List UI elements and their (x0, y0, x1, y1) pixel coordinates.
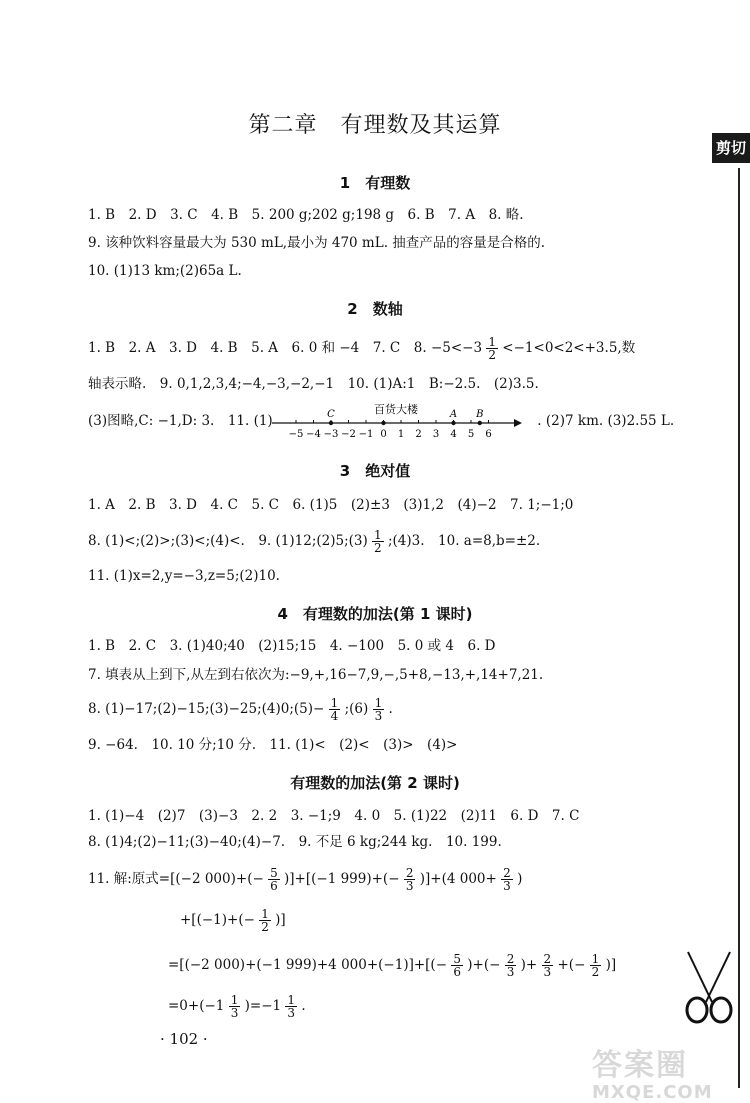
number-line-title: 百货大楼 (374, 403, 418, 416)
section-title-addition-1: 4 有理数的加法(第 1 课时) (277, 605, 473, 623)
answer-line (88, 697, 393, 722)
axis-tick-label: 0 (380, 429, 387, 440)
axis-point (451, 421, 455, 425)
text-segment: 1. B 2. A 3. D 4. B 5. A 6. 0 和 −4 7. C 8. −5<−3 (88, 340, 483, 356)
text-segment: )] (275, 912, 286, 928)
answer-line: 8. (1)4;(2)−11;(3)−40;(4)−7. 9. 不足 6 kg;244 kg. 10. 199. (88, 834, 502, 850)
watermark-logo (592, 1048, 742, 1103)
fraction: $\frac{1}{4}$ (330, 696, 339, 723)
text-segment: 11. 解:原式=[(−2 000)+(− (88, 871, 264, 887)
solution-line (168, 953, 616, 978)
text-segment: . (301, 998, 306, 1014)
text-segment: )+ (520, 957, 538, 973)
text-segment: . (388, 701, 393, 717)
text-segment: )]+[(−1 999)+(− (284, 871, 400, 887)
text-segment: =[(−2 000)+(−1 999)+4 000+(−1)]+[(− (168, 957, 448, 973)
axis-point (478, 421, 482, 425)
fraction: $\frac{2}{3}$ (506, 952, 515, 979)
fraction: $\frac{5}{6}$ (270, 866, 278, 893)
fraction: $\frac{2}{3}$ (405, 866, 414, 893)
text-segment: ) (517, 871, 523, 887)
text-segment: ;(4)3. 10. a=8,b=±2. (387, 533, 541, 549)
axis-point (329, 421, 333, 425)
axis-tick-label: 5 (467, 429, 475, 440)
text-segment: ;(6) (344, 701, 369, 717)
answer-line: 10. (1)13 km;(2)65a L. (88, 263, 242, 279)
answer-line: 1. B 2. C 3. (1)40;40 (2)15;15 4. −100 5. 0 或 4 6. D (88, 638, 496, 654)
axis-tick-label: −2 (341, 429, 356, 440)
section-title-number-line: 2 数轴 (347, 300, 403, 318)
text-segment: 8. (1)<;(2)>;(3)<;(4)<. 9. (1)12;(2)5;(3) (88, 533, 368, 549)
section-title-addition-2: 有理数的加法(第 2 课时) (290, 774, 460, 792)
text-segment: +[(−1)+(− (180, 912, 255, 928)
origin-point (381, 421, 385, 425)
answer-line: 7. 填表从上到下,从左到右依次为:−9,+,16−7,9,−,5+8,−13,+,14+7,21. (88, 667, 544, 683)
axis-point-label: B (476, 409, 484, 420)
text-segment: )]+(4 000+ (419, 871, 497, 887)
solution-line (88, 867, 522, 892)
number-line-figure (262, 400, 524, 448)
fraction: $\frac{1}{3}$ (230, 993, 239, 1020)
fraction: $\frac{2}{3}$ (503, 866, 511, 893)
axis-tick-label: −1 (358, 429, 374, 440)
fraction: $\frac{1}{3}$ (287, 993, 296, 1020)
answer-line: 1. A 2. B 3. D 4. C 5. C 6. (1)5 (2)±3 (3)1,2 (4)−2 7. 1;−1;0 (88, 497, 574, 513)
fraction: $\frac{1}{2}$ (261, 907, 269, 934)
axis-tick-label: 1 (397, 429, 405, 440)
axis-tick-label: 3 (432, 429, 440, 440)
axis-tick-label: 6 (485, 429, 492, 440)
text-segment: (3)图略,C: −1,D: 3. 11. (1) (88, 413, 273, 429)
chapter-title: 第二章 有理数及其运算 (248, 113, 502, 138)
answer-line (88, 529, 540, 554)
axis-point-label: A (449, 409, 458, 420)
axis-tick-label: −4 (306, 429, 321, 440)
text-segment: <−1<0<2<+3.5,数 (502, 340, 636, 356)
text-segment: )+(− (467, 957, 501, 973)
fraction: $\frac{1}{2}$ (374, 528, 382, 555)
section-title-rational-numbers: 1 有理数 (339, 174, 411, 192)
text-segment: )] (605, 957, 617, 973)
axis-arrow (514, 419, 522, 427)
text-segment: +(− (557, 957, 586, 973)
watermark-text: 答案圈 (592, 1048, 688, 1083)
axis-point-label: C (327, 409, 335, 420)
watermark-url: MXQE.COM (592, 1082, 713, 1103)
side-cut-tab: 剪切 (712, 133, 750, 163)
axis-tick-label: 2 (415, 429, 422, 440)
answer-line (88, 336, 635, 361)
text-segment: )=−1 (244, 998, 282, 1014)
answer-line: 9. −64. 10. 10 分;10 分. 11. (1)< (2)< (3)> (4)> (88, 737, 458, 753)
text-segment: . (2)7 km. (3)2.55 L. (537, 413, 675, 429)
fraction: $\frac{1}{2}$ (488, 335, 496, 362)
fraction: $\frac{2}{3}$ (543, 952, 552, 979)
axis-tick-label: 4 (450, 429, 457, 440)
fraction: $\frac{5}{6}$ (453, 952, 461, 979)
axis-tick-label: −5 (288, 429, 304, 440)
scissors-icon (680, 950, 738, 1025)
answer-line: 1. (1)−4 (2)7 (3)−3 2. 2 3. −1;9 4. 0 5. (1)22 (2)11 6. D 7. C (88, 808, 580, 824)
answer-line: 轴表示略. 9. 0,1,2,3,4;−4,−3,−2,−1 10. (1)A:1 B:−2.5. (2)3.5. (88, 376, 539, 392)
answer-line: 1. B 2. D 3. C 4. B 5. 200 g;202 g;198 g 6. B 7. A 8. 略. (88, 207, 524, 223)
text-segment: 8. (1)−17;(2)−15;(3)−25;(4)0;(5)− (88, 701, 325, 717)
number-line-svg (262, 400, 524, 444)
answer-line: 9. 该种饮料容量最大为 530 mL,最小为 470 mL. 抽查产品的容量是合格的. (88, 235, 546, 251)
axis-tick-label: −3 (323, 429, 339, 440)
page-number: · 102 · (160, 1030, 208, 1048)
solution-line (168, 994, 306, 1019)
section-title-absolute-value: 3 绝对值 (339, 462, 411, 480)
fraction: $\frac{1}{3}$ (374, 696, 383, 723)
solution-line (180, 908, 286, 933)
answer-line: 11. (1)x=2,y=−3,z=5;(2)10. (88, 568, 280, 584)
fraction: $\frac{1}{2}$ (591, 952, 600, 979)
text-segment: =0+(−1 (168, 998, 225, 1014)
